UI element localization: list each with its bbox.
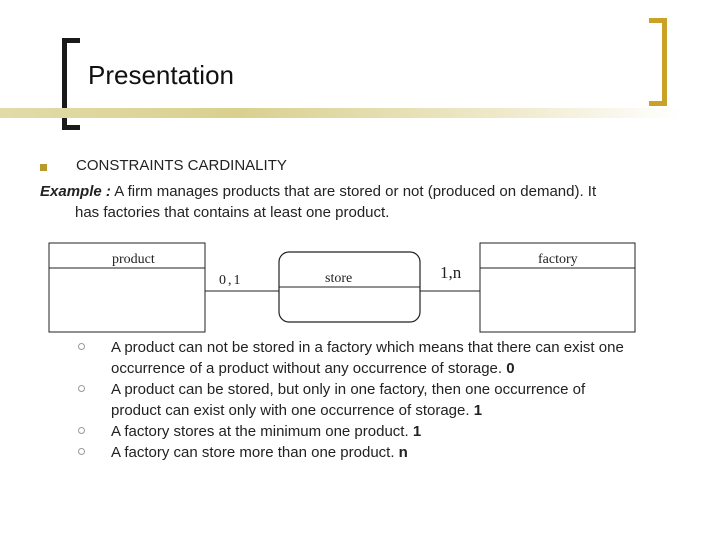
cardinality-left: 0,1 — [219, 273, 243, 288]
example-label: Example : — [40, 183, 111, 200]
entity-product — [49, 243, 205, 332]
title-right-bracket — [649, 18, 667, 106]
title-underline-bar — [0, 108, 680, 118]
heading-bullet-icon — [40, 164, 47, 171]
example-paragraph — [40, 181, 660, 223]
slide-title: Presentation — [88, 60, 234, 90]
list-item: A factory stores at the minimum one product. 1 — [78, 421, 678, 442]
hollow-circle-bullet-icon — [78, 427, 85, 434]
relationship-store-label: store — [325, 271, 353, 286]
list-item: A product can be stored, but only in one factory, then one occurrence of product can exist only with one occurrence of storage. 1 — [78, 379, 678, 421]
example-text-line-1: A firm manages products that are stored or not (produced on demand). It — [114, 183, 597, 200]
section-heading: CONSTRAINTS CARDINALITY — [76, 157, 287, 174]
list-item: A factory can store more than one product. n — [78, 442, 678, 463]
cardinality-value: 1 — [412, 423, 422, 440]
entity-factory-label: factory — [538, 252, 578, 267]
cardinality-value: n — [398, 444, 408, 461]
hollow-circle-bullet-icon — [78, 343, 85, 350]
explanation-list — [78, 337, 678, 463]
cardinality-value: 1 — [473, 402, 483, 419]
example-text-line-2: has factories that contains at least one product. — [75, 204, 390, 221]
relationship-store — [279, 252, 420, 322]
list-item: A product can not be stored in a factory which means that there can exist one occurrence of a product without any occurrence of storage. 0 — [78, 337, 678, 379]
entity-product-label: product — [112, 252, 155, 267]
hollow-circle-bullet-icon — [78, 385, 85, 392]
hollow-circle-bullet-icon — [78, 448, 85, 455]
cardinality-value: 0 — [506, 360, 515, 377]
cardinality-right: 1,n — [440, 263, 462, 282]
entity-factory — [480, 243, 635, 332]
